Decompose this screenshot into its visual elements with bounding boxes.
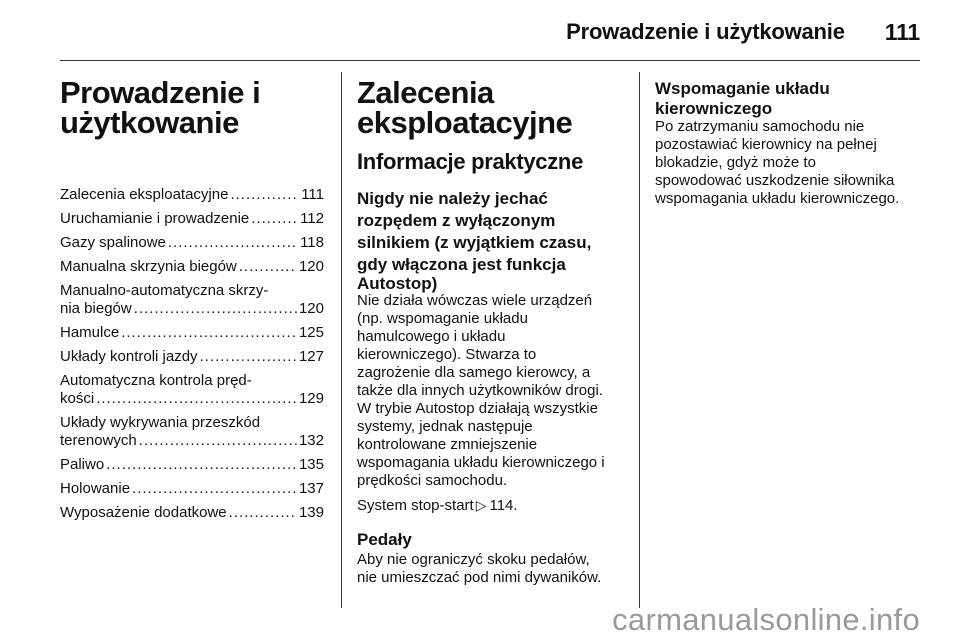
toc-entry[interactable]: Zalecenia eksploatacyjne ..... 111 (60, 186, 324, 204)
heading-autostop: Nigdy nie należy jechać rozpędem z wyłączonym silnikiem (z wyjątkiem czasu, gdy włączona jest funkcja Autostop) (357, 189, 592, 293)
column-recommendations (357, 68, 623, 587)
toc-entry[interactable]: Holowanie ..... 137 (60, 480, 324, 498)
heading-steering: Wspomaganie układu kierowniczego (655, 79, 830, 118)
paragraph-pedaly: Aby nie ograniczyć skoku pedałów, nie umieszczać pod nimi dywaników. (357, 551, 602, 586)
heading-pedaly: Pedały (357, 530, 412, 549)
toc-entry[interactable]: Manualna skrzynia biegów ..... 120 (60, 258, 324, 276)
cross-reference[interactable]: System stop-start ▷ 114. (357, 497, 518, 514)
column-toc (60, 68, 324, 528)
paragraph-autostop: Nie działa wówczas wiele urządzeń (np. wspomaganie układu hamulcowego i układu kierowniczego). Stwarza to zagrożenie dla samego kierowcy, a także dla innych użytkowników drogi. W trybie Autostop działają wszystkie systemy, jednak następuje kontrolowane zmniejszenie wspomagania układu kierowniczego i prędkości samochodu. (357, 292, 605, 489)
column-steering (655, 68, 921, 208)
toc-entry[interactable]: Wyposażenie dodatkowe ..... 139 (60, 504, 324, 522)
toc-entry[interactable]: Automatyczna kontrola pręd- kości ..... 129 (60, 372, 324, 408)
watermark: carmanualsonline.info (612, 602, 920, 637)
chapter-title: Prowadzenie i użytkowanie (60, 75, 261, 140)
toc-entry[interactable]: Układy kontroli jazdy ..... 127 (60, 348, 324, 366)
toc-entry[interactable]: Gazy spalinowe ..... 118 (60, 234, 324, 252)
toc-entry[interactable]: Manualno-automatyczna skrzy- nia biegów ..... 120 (60, 282, 324, 318)
toc-entry[interactable]: Uruchamianie i prowadzenie ..... 112 (60, 210, 324, 228)
reference-arrow-icon: ▷ (475, 497, 487, 513)
page-number: 111 (884, 18, 920, 45)
page-header (60, 14, 920, 50)
table-of-contents (60, 186, 324, 522)
paragraph-steering: Po zatrzymaniu samochodu nie pozostawiać kierownicy na pełnej blokadzie, gdyż może to spowodować uszkodzenie siłownika wspomagania układu kierowniczego. (655, 118, 900, 207)
section-title: Zalecenia eksploatacyjne (357, 75, 573, 140)
header-rule (60, 60, 920, 61)
header-title: Prowadzenie i użytkowanie (566, 19, 845, 44)
column-divider-2 (639, 72, 640, 608)
column-divider-1 (341, 72, 342, 608)
toc-entry[interactable]: Układy wykrywania przeszkód terenowych ..... 132 (60, 414, 324, 450)
toc-entry[interactable]: Paliwo ..... 135 (60, 456, 324, 474)
section-subtitle: Informacje praktyczne (357, 149, 584, 174)
toc-entry[interactable]: Hamulce ..... 125 (60, 324, 324, 342)
